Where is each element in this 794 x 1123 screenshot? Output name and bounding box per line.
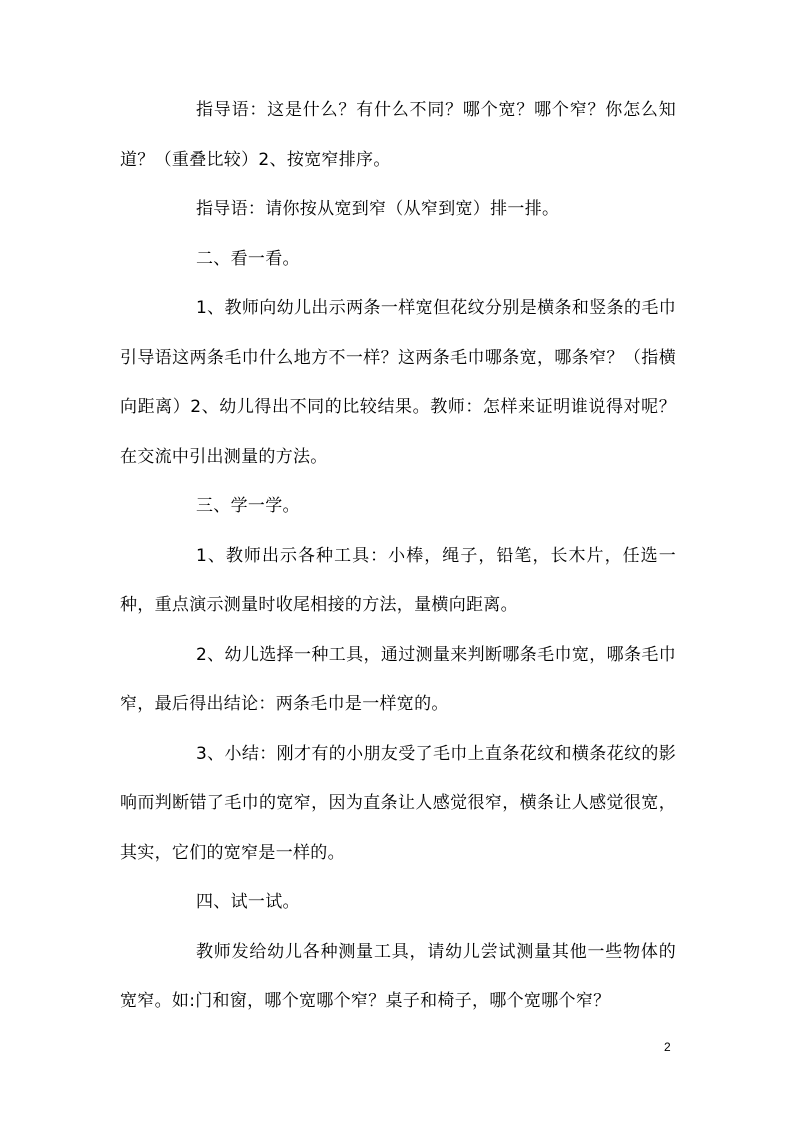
section-heading: 二、看一看。 [196, 248, 300, 269]
paragraph: 1、教师出示各种工具：小棒，绳子，铅笔，长木片，任选一种，重点演示测量时收尾相接的方法，量横向距离。 [120, 545, 676, 615]
section-heading: 四、试一试。 [196, 892, 300, 912]
paragraph: 指导语：请你按从宽到窄（从窄到宽）排一排。 [196, 199, 560, 219]
section-heading: 三、学一学。 [196, 496, 300, 516]
paragraph: 1、教师向幼儿出示两条一样宽但花纹分别是横条和竖条的毛巾引导语这两条毛巾什么地方不一样？这两条毛巾哪条宽，哪条窄？（指横向距离）2、幼儿得出不同的比较结果。教师：怎样来证明谁说得对呢？在交流中引出测量的方法。 [120, 298, 676, 467]
paragraph: 教师发给幼儿各种测量工具，请幼儿尝试测量其他一些物体的宽窄。如:门和窗，哪个宽哪个窄？桌子和椅子，哪个宽哪个窄？ [120, 941, 676, 1011]
paragraph: 2、幼儿选择一种工具，通过测量来判断哪条毛巾宽，哪条毛巾窄，最后得出结论：两条毛巾是一样宽的。 [120, 644, 676, 714]
document-body [120, 86, 676, 1027]
paragraph: 3、小结：刚才有的小朋友受了毛巾上直条花纹和横条花纹的影响而判断错了毛巾的宽窄，因为直条让人感觉很窄，横条让人感觉很宽，其实，它们的宽窄是一样的。 [120, 743, 676, 863]
page-number: 2 [664, 1040, 671, 1054]
paragraph: 指导语：这是什么？有什么不同？哪个宽？哪个窄？你怎么知道？（重叠比较）2、按宽窄排序。 [120, 100, 676, 170]
